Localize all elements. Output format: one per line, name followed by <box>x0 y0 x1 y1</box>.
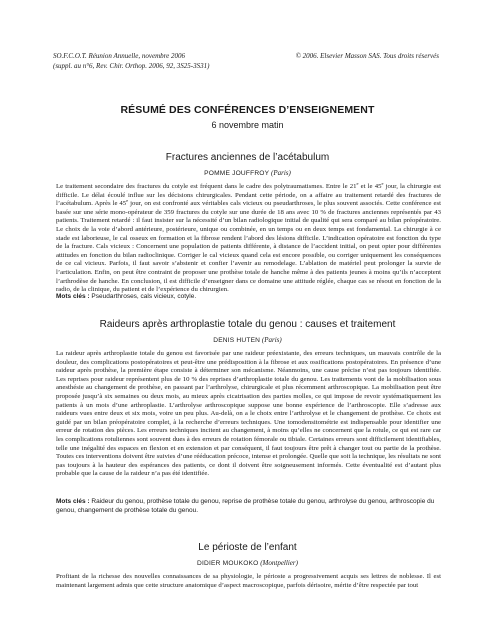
author-place: (Paris) <box>261 336 282 344</box>
section-author <box>0 336 495 344</box>
journal-line-2: (suppl. au n°6, Rev. Chir. Orthop. 2006, 92, 3S25-3S31) <box>53 61 210 70</box>
author-name: DENIS HUTEN <box>213 337 261 344</box>
author-place: (Paris) <box>270 169 291 177</box>
journal-line-1: SO.F.C.O.T. Réunion Annuelle, novembre 2006 <box>53 52 185 60</box>
page-subtitle: 6 novembre matin <box>211 120 284 130</box>
author-name: DIDIER MOUKOKO <box>197 560 259 567</box>
author-place: (Montpellier) <box>260 559 298 567</box>
section-keywords <box>56 498 441 515</box>
section-body: La raideur après arthroplastie totale du genou est favorisée par une raideur préexistante, des erreurs techniques, un mauvais contrôle de la douleur, des complications postopératoires et peut-être une prédisposition à la fibrose et aux ossifications postopératoires. En présence d’une raideur après prothèse, la première étape consiste à déterminer son mécanisme. Néanmoins, une cause précise n’est pas toujours identifiée. Les reprises pour raideur représentent plus de 10 % des reprises d’arthroplastie totale du genou. Les traitements vont de la mobilisation sous anesthésie au changement de prothèse, en passant par l’arthrolyse, chirurgicale et plus récemment arthroscopique. La mobilisation peut être proposée jusqu’à six semaines ou deux mois, au mieux après cicatrisation des parties molles, ce qui impose de revoir systématiquement les patients à un mois d’une arthroplastie. L’arthrolyse arthroscopique suppose une bonne expérience de l’arthroscopie. Elle s’adresse aux raideurs vues entre deux et six mois, voire un peu plus. Au-delà, on a le choix entre l’arthrolyse et le changement de prothèse. Ce choix est guidé par un bilan préopératoire complet, à la recherche d’erreurs techniques. Une tomodensitométrie est indispensable pour identifier une erreur de rotation des pièces. Les erreurs techniques incitent au changement, à moins qu’elles ne concernent que la rotule, ce qui est rare car les complications rotuliennes sont souvent dues à des erreurs de rotation fémorale ou tibiale. Certaines erreurs sont difficilement identifiables, telle une inégalité des espaces en flexion et en extension et par conséquent, il faut toujours être prêt à changer tout ou partie de la prothèse. Toutes ces interventions doivent être suivies d’une rééducation précoce, intense et prolongée. Quelle que soit la technique, les résultats ne sont pas toujours à la hauteur des espérances des patients, ce dont il doivent être soigneusement informés. Cette éventualité est d’autant plus probable que la cause de la raideur n’a pas été identifiée. <box>56 350 441 478</box>
section-title: Raideurs après arthroplastie totale du genou : causes et traitement <box>99 319 396 330</box>
keywords-text: Raideur du genou, prothèse totale du genou, reprise de prothèse totale du genou, arthrolyse du genou, arthroscopie du genou, changement de prothèse totale du genou. <box>56 498 435 514</box>
section-title: Fractures anciennes de l’acétabulum <box>165 152 330 163</box>
section-body: Profitant de la richesse des nouvelles connaissances de sa physiologie, le périoste a progressivement acquis ses lettres de noblesse. Il est maintenant largement admis que cette structure anatomique d’aspect macroscopique, parfois dérisoire, mérite d’être respectée par tout <box>56 573 441 589</box>
section-author <box>0 559 495 567</box>
section-author <box>0 169 495 177</box>
author-name: POMME JOUFFROY <box>204 170 270 177</box>
section-title: Le périoste de l’enfant <box>198 542 297 553</box>
section-body: Le traitement secondaire des fractures du cotyle est fréquent dans le cadre des polytraumatismes. Entre le 21e et le 45e jour, la chirurgie est difficile. Le délai écoulé influe sur les décisions chirurgicales. Pendant cette période, on a affaire au traitement retardé des fractures de l’acétabulum. Après le 45e jour, on est confronté aux véritables cals vicieux ou pseudarthroses, le plus souvent associés. Cette conférence est basée sur une série mono-opérateur de 359 fractures du cotyle sur une durée de 18 ans avec 10 % de fractures anciennes représentés par 43 patients. Traitement retardé : il faut insister sur la nécessité d’un bilan radiologique initial de qualité qui sera comparé au bilan préopératoire. Le choix de la voie d’abord antérieure, postérieure, unique ou combinée, en un temps ou en deux temps est fondamental. La chirurgie à ce stade est laborieuse, le cal osseux en formation et la fibrose rendent l’abord des lésions difficile. L’indication opératoire est fonction du type de la fracture. Cals vicieux : Concernent une population de patients différente, à distance de l’accident initial, on peut opter pour différentes attitudes en fonction du bilan radioclinique. Corriger le cal vicieux quand cela est encore possible, ou corriger uniquement les conséquences de ce cal vicieux. Parfois, il faut savoir s’abstenir et confier l’avenir au remodelage. L’ablation de matériel peut prolonger la survie de l’articulation. Enfin, on peut être contraint de proposer une prothèse totale de hanche même à des patients jeunes à moins qu’ils n’acceptent l’arthrodèse de hanche. En conclusion, il est difficile d’enseigner dans ce domaine une attitude réglée, chaque cas se résout en fonction de la radio, de la clinique, du patient et de l’expérience du chirurgien. <box>56 180 441 294</box>
page-title: RÉSUMÉ DES CONFÉRENCES D’ENSEIGNEMENT <box>120 104 375 116</box>
keywords-text: Pseudarthroses, cals vicieux, cotyle. <box>91 293 197 300</box>
keywords-label: Mots clés : <box>56 293 90 300</box>
keywords-label: Mots clés : <box>56 498 90 505</box>
section-keywords <box>56 293 441 302</box>
copyright-notice: © 2006. Elsevier Masson SAS. Tous droits réservés <box>295 52 439 60</box>
